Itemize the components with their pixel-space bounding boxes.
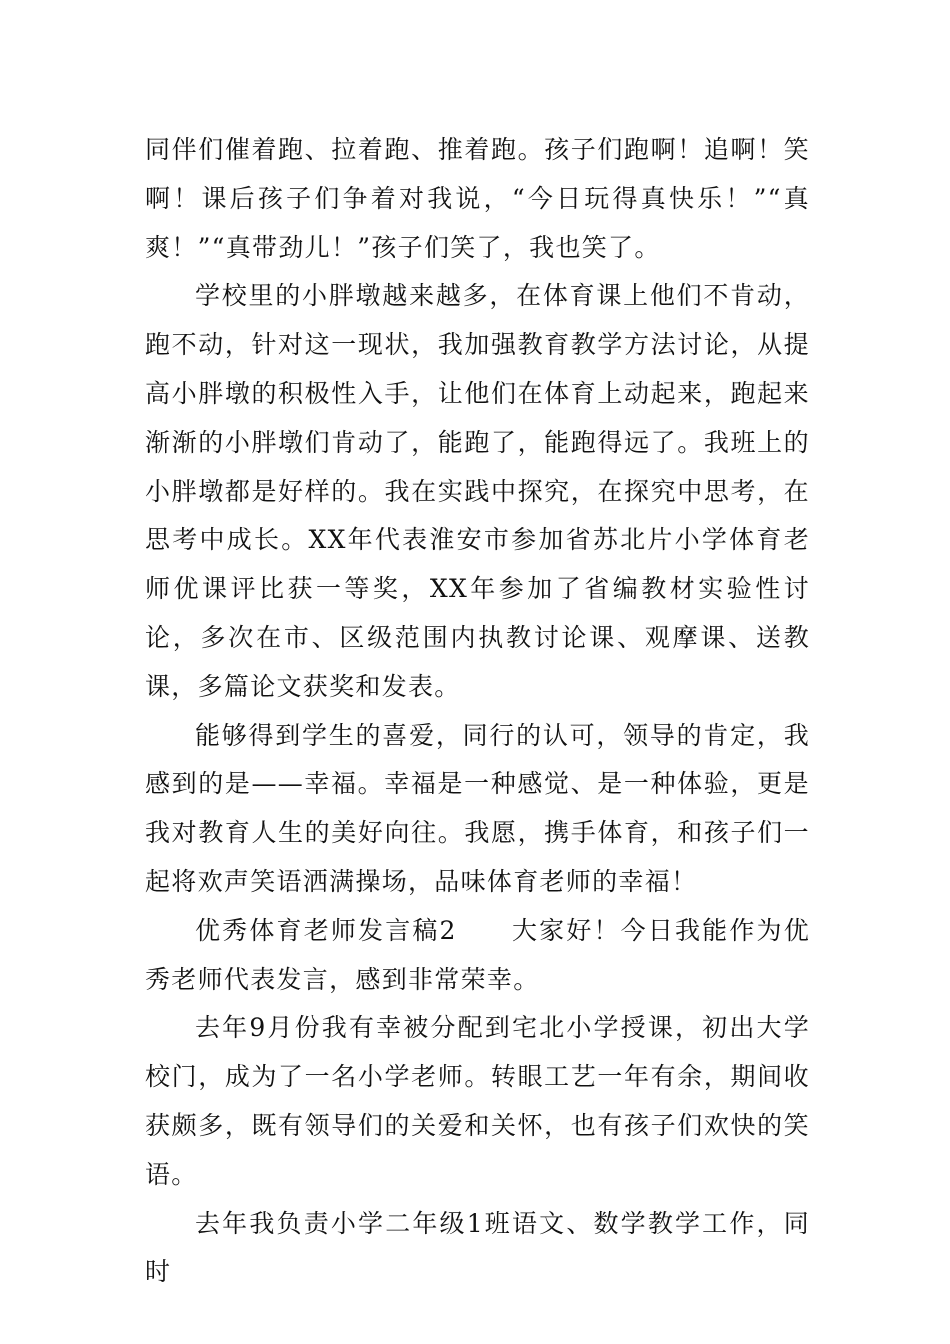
paragraph-3: 能够得到学生的喜爱，同行的认可，领导的肯定，我感到的是——幸福。幸福是一种感觉、是一种体验，更是我对教育人生的美好向往。我愿，携手体育，和孩子们一起将欢声笑语洒满操场，品味体育老师的幸福！ xyxy=(145,720,810,896)
paragraph-2: 学校里的小胖墩越来越多，在体育课上他们不肯动，跑不动，针对这一现状，我加强教育教学方法讨论，从提高小胖墩的积极性入手，让他们在体育上动起来，跑起来渐渐的小胖墩们肯动了，能跑了，能跑得远了。我班上的小胖墩都是好样的。我在实践中探究，在探究中思考，在思考中成长。XX年代表淮安市参加省苏北片小学体育老师优课评比获一等奖，XX年参加了省编教材实验性讨论，多次在市、区级范围内执教讨论课、观摩课、送教课，多篇论文获奖和发表。 xyxy=(145,281,810,701)
document-body xyxy=(145,126,810,1297)
paragraph-4: 优秀体育老师发言稿2 大家好！今日我能作为优秀老师代表发言，感到非常荣幸。 xyxy=(145,915,810,994)
paragraph-5: 去年9月份我有幸被分配到宅北小学授课，初出大学校门，成为了一名小学老师。转眼工艺一年有余，期间收获颇多，既有领导们的关爱和关怀，也有孩子们欢快的笑语。 xyxy=(145,1013,810,1189)
paragraph-1: 同伴们催着跑、拉着跑、推着跑。孩子们跑啊！追啊！笑啊！课后孩子们争着对我说，“今日玩得真快乐！”“真爽！”“真带劲儿！”孩子们笑了，我也笑了。 xyxy=(145,135,810,262)
paragraph-6: 去年我负责小学二年级1班语文、数学教学工作，同时 xyxy=(145,1208,810,1287)
